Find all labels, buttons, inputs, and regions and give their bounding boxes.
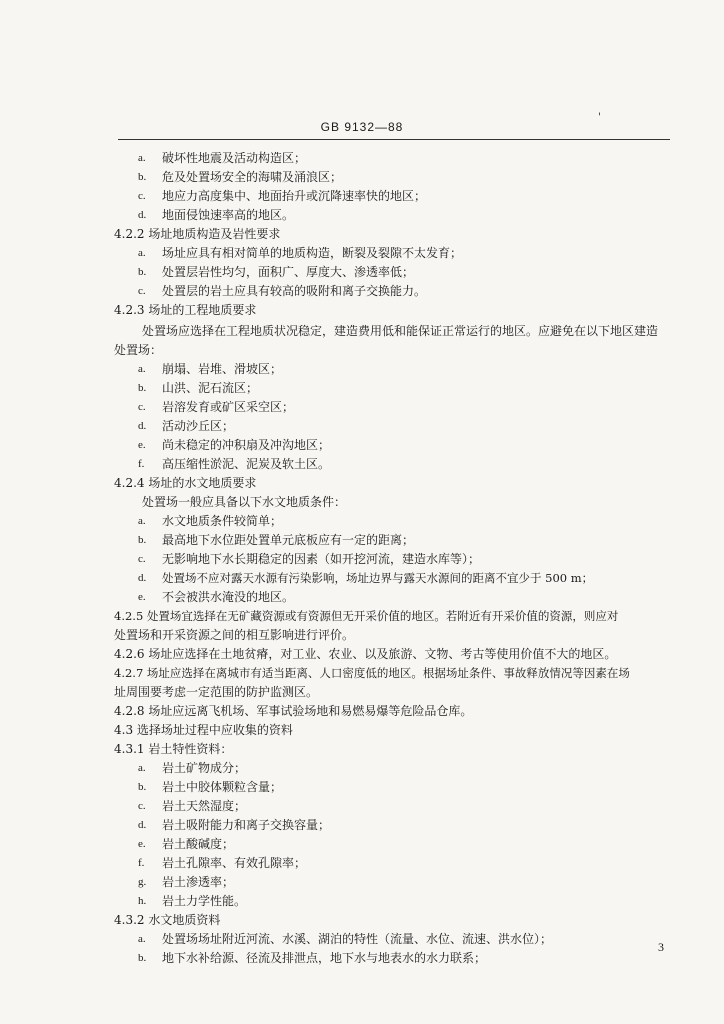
list-label: f. (138, 458, 145, 470)
list-label: d. (138, 209, 147, 221)
list-label: g. (138, 876, 147, 888)
paragraph-text: 址周围要考虑一定范围的防护监测区。 (114, 685, 319, 699)
paragraph-text: 4.2.8 场址应远离飞机场、军事试验场地和易燃易爆等危险品仓库。 (114, 704, 473, 718)
list-label: a. (138, 247, 146, 259)
list-text: 岩土吸附能力和离子交换容量； (162, 818, 331, 832)
list-label: c. (138, 800, 146, 812)
paragraph-text: 4.2.7 场址应选择在离城市有适当距离、人口密度低的地区。根据场址条件、事故释放情况等因素在场 (114, 666, 630, 680)
margin-mark: ' (598, 112, 601, 123)
list-label: b. (138, 534, 147, 546)
list-label: a. (138, 933, 146, 945)
list-text: 崩塌、岩堆、滑坡区； (162, 362, 283, 376)
list-label: c. (138, 285, 146, 297)
list-label: d. (138, 572, 147, 584)
list-label: b. (138, 266, 147, 278)
list-label: c. (138, 190, 146, 202)
list-text: 不会被洪水淹没的地区。 (162, 590, 295, 604)
list-text: 岩土渗透率； (162, 875, 235, 889)
list-text: 岩土天然湿度； (162, 799, 247, 813)
list-text: 岩土酸碱度； (162, 837, 235, 851)
list-text: 岩土中胶体颗粒含量； (162, 780, 283, 794)
list-text: 处置层岩性均匀，面积广、厚度大、渗透率低； (162, 265, 415, 279)
list-label: d. (138, 420, 147, 432)
list-text: 山洪、泥石流区； (162, 381, 259, 395)
list-label: f. (138, 857, 145, 869)
list-text: 水文地质条件较简单； (162, 514, 283, 528)
list-label: h. (138, 895, 147, 907)
paragraph-text: 处置场一般应具备以下水文地质条件： (142, 495, 347, 509)
list-label: c. (138, 553, 146, 565)
list-text: 地面侵蚀速率高的地区。 (162, 208, 295, 222)
header-divider (118, 139, 670, 140)
paragraph-text: 4.2.6 场址应选择在土地贫瘠，对工业、农业、以及旅游、文物、考古等使用价值不大的地区。 (114, 647, 617, 661)
list-text: 处置场场址附近河流、水溪、湖泊的特性（流量、水位、流速、洪水位）； (162, 932, 553, 946)
list-text: 破坏性地震及活动构造区； (162, 151, 307, 165)
list-text: 最高地下水位距处置单元底板应有一定的距离； (162, 533, 415, 547)
list-text: 无影响地下水长期稳定的因素（如开挖河流，建造水库等）； (162, 552, 481, 566)
list-text: 场址应具有相对简单的地质构造，断裂及裂隙不太发育； (162, 246, 463, 260)
paragraph-text: 处置场和开采资源之间的相互影响进行评价。 (114, 628, 355, 642)
list-text: 地应力高度集中、地面抬升或沉降速率快的地区； (162, 189, 427, 203)
list-label: a. (138, 762, 146, 774)
list-text: 活动沙丘区； (162, 419, 235, 433)
list-label: b. (138, 171, 147, 183)
list-label: e. (138, 591, 146, 603)
list-label: b. (138, 382, 147, 394)
paragraph-text: 处置场： (114, 343, 163, 357)
list-text: 处置场不应对露天水源有污染影响，场址边界与露天水源间的距离不宜少于 500 m； (162, 571, 594, 585)
list-text: 地下水补给源、径流及排泄点，地下水与地表水的水力联系； (162, 951, 487, 965)
section-title: 4.3.2 水文地质资料 (114, 913, 221, 927)
section-title: 4.3 选择场址过程中应收集的资料 (114, 723, 293, 737)
section-title: 4.2.2 场址地质构造及岩性要求 (114, 227, 281, 241)
list-label: a. (138, 515, 146, 527)
list-text: 岩土力学性能。 (162, 894, 247, 908)
list-label: d. (138, 819, 147, 831)
list-label: b. (138, 952, 147, 964)
list-text: 岩土孔隙率、有效孔隙率； (162, 856, 307, 870)
section-title: 4.2.4 场址的水文地质要求 (114, 476, 257, 490)
list-label: b. (138, 781, 147, 793)
list-label: a. (138, 363, 146, 375)
list-text: 岩土矿物成分； (162, 761, 247, 775)
paragraph-text: 处置场应选择在工程地质状况稳定，建造费用低和能保证正常运行的地区。应避免在以下地区建造 (142, 324, 659, 338)
section-title: 4.3.1 岩土特性资料： (114, 742, 233, 756)
list-text: 尚未稳定的冲积扇及冲沟地区； (162, 438, 331, 452)
list-label: a. (138, 152, 146, 164)
list-label: e. (138, 838, 146, 850)
paragraph-text: 4.2.5 处置场宜选择在无矿藏资源或有资源但无开采价值的地区。若附近有开采价值的资源，则应对 (114, 609, 619, 623)
list-text: 高压缩性淤泥、泥炭及软土区。 (162, 457, 331, 471)
standard-code-header: GB 9132—88 (320, 120, 404, 134)
list-text: 处置层的岩土应具有较高的吸附和离子交换能力。 (162, 284, 427, 298)
list-label: e. (138, 439, 146, 451)
list-text: 岩溶发育或矿区采空区； (162, 400, 295, 414)
page-number: 3 (658, 940, 664, 954)
list-text: 危及处置场安全的海啸及涌浪区； (162, 170, 343, 184)
section-title: 4.2.3 场址的工程地质要求 (114, 303, 257, 317)
list-label: c. (138, 401, 146, 413)
